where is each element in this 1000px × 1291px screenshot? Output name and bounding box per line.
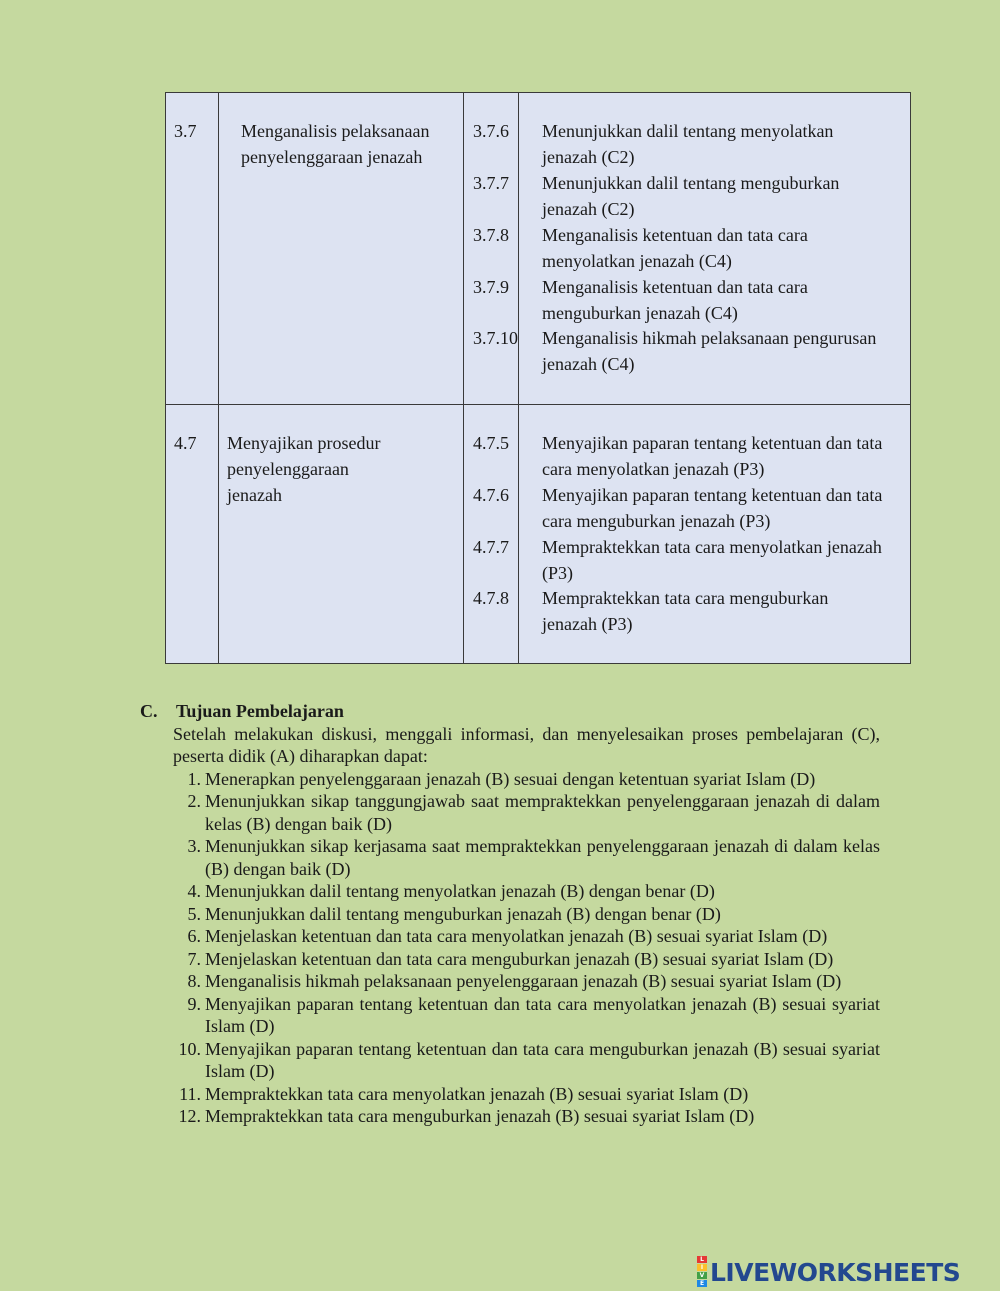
goal-number: 5.: [187, 903, 201, 924]
goal-item: [173, 768, 880, 791]
goal-text: Menunjukkan dalil tentang menguburkan jenazah (B) dengan benar (D): [205, 903, 721, 924]
column-divider: [218, 93, 219, 663]
logo-letter: I: [697, 1264, 707, 1271]
goal-text: Menunjukkan sikap tanggungjawab saat mempraktekkan penyelenggaraan jenazah di dalam kelas (B) dengan baik (D): [205, 791, 880, 834]
indicator-number: 4.7.7: [473, 537, 509, 557]
indicator-text: Menganalisis ketentuan dan tata cara menyolatkan jenazah (C4): [542, 225, 808, 271]
indicator-text: Menyajikan paparan tentang ketentuan dan tata cara menguburkan jenazah (P3): [542, 485, 883, 531]
goal-item: [173, 925, 880, 948]
indicator-text: Menganalisis hikmah pelaksanaan pengurusan jenazah (C4): [542, 328, 877, 374]
goal-text: Menjelaskan ketentuan dan tata cara menguburkan jenazah (B) sesuai syariat Islam (D): [205, 948, 834, 969]
brand-wordmark: LIVEWORKSHEETS: [710, 1257, 961, 1287]
logo-letter: E: [697, 1280, 707, 1287]
goal-text: Menjelaskan ketentuan dan tata cara menyolatkan jenazah (B) sesuai syariat Islam (D): [205, 926, 828, 946]
goal-text: Mempraktekkan tata cara menguburkan jenazah (B) sesuai syariat Islam (D): [205, 1106, 755, 1126]
learning-objectives-section: [140, 700, 880, 1128]
indicator-text: Menunjukkan dalil tentang menyolatkan jenazah (C2): [542, 121, 834, 167]
indicator-number: 4.7.6: [473, 485, 509, 505]
kd-indicator-table: [165, 92, 911, 664]
goal-text: Menyajikan paparan tentang ketentuan dan tata cara menyolatkan jenazah (B) sesuai syariat Islam (D): [205, 993, 880, 1036]
indicator-number: 3.7.8: [473, 225, 509, 245]
goal-number: 2.: [187, 791, 201, 811]
indicator-number: 3.7.7: [473, 173, 509, 193]
indicator-text: Mempraktekkan tata cara menguburkan jenazah (P3): [542, 588, 829, 634]
goal-item: [173, 835, 880, 880]
goal-number: 4.: [187, 881, 201, 901]
section-heading: [140, 700, 880, 723]
goal-text: Menerapkan penyelenggaraan jenazah (B) sesuai dengan ketentuan syariat Islam (D): [205, 768, 816, 789]
logo-letter: V: [697, 1272, 707, 1279]
section-title: Tujuan Pembelajaran: [176, 701, 344, 721]
goal-text: Menunjukkan dalil tentang menyolatkan jenazah (B) dengan benar (D): [205, 881, 715, 901]
goal-item: [173, 993, 880, 1038]
kd-text: Menyajikan prosedur penyelenggaraan jenazah: [227, 433, 381, 505]
goal-number: 11.: [179, 1083, 201, 1104]
goal-item: [173, 1038, 880, 1083]
indicator-number: 4.7.8: [473, 588, 509, 608]
goal-number: 8.: [187, 971, 201, 991]
liveworksheets-logo-icon: [697, 1256, 707, 1288]
kd-number: 3.7: [174, 121, 197, 141]
liveworksheets-brand[interactable]: [697, 1256, 997, 1288]
goal-number: 3.: [187, 836, 201, 856]
goal-item: [173, 948, 880, 971]
indicator-number: 3.7.9: [473, 277, 509, 297]
goals-list: [173, 768, 880, 1128]
section-letter: C.: [140, 701, 158, 721]
indicator-text: Mempraktekkan tata cara menyolatkan jenazah (P3): [542, 537, 882, 583]
indicator-text: Menunjukkan dalil tentang menguburkan jenazah (C2): [542, 173, 840, 219]
goal-item: [173, 1105, 880, 1128]
goal-number: 9.: [187, 993, 201, 1014]
indicator-number: 3.7.6: [473, 121, 509, 141]
goal-text: Menyajikan paparan tentang ketentuan dan tata cara menguburkan jenazah (B) sesuai syariat Islam (D): [205, 1038, 880, 1081]
goal-number: 1.: [187, 768, 201, 789]
goal-text: Menganalisis hikmah pelaksanaan penyelenggaraan jenazah (B) sesuai syariat Islam (D): [205, 971, 842, 991]
indicator-text: Menganalisis ketentuan dan tata cara menguburkan jenazah (C4): [542, 277, 808, 323]
goal-number: 12.: [178, 1106, 201, 1126]
section-intro: Setelah melakukan diskusi, menggali informasi, dan menyelesaikan proses pembelajaran (C), peserta didik (A) diharapkan dapat:: [173, 723, 880, 766]
goal-item: [173, 880, 880, 903]
goal-number: 10.: [178, 1038, 201, 1059]
kd-number: 4.7: [174, 433, 197, 453]
kd-text: Menganalisis pelaksanaan penyelenggaraan jenazah: [241, 121, 430, 167]
goal-item: [173, 903, 880, 926]
goal-number: 7.: [187, 948, 201, 969]
logo-letter: L: [697, 1256, 707, 1263]
goal-number: 6.: [187, 926, 201, 946]
goal-item: [173, 970, 880, 993]
goal-item: [173, 1083, 880, 1106]
goal-text: Menunjukkan sikap kerjasama saat mempraktekkan penyelenggaraan jenazah di dalam kelas (B) dengan baik (D): [205, 836, 880, 879]
indicator-number: 4.7.5: [473, 433, 509, 453]
goal-text: Mempraktekkan tata cara menyolatkan jenazah (B) sesuai syariat Islam (D): [205, 1083, 749, 1104]
column-divider: [463, 93, 464, 663]
goal-item: [173, 790, 880, 835]
row-divider: [166, 404, 910, 405]
indicator-text: Menyajikan paparan tentang ketentuan dan tata cara menyolatkan jenazah (P3): [542, 433, 883, 479]
indicator-number: 3.7.10: [473, 328, 518, 348]
